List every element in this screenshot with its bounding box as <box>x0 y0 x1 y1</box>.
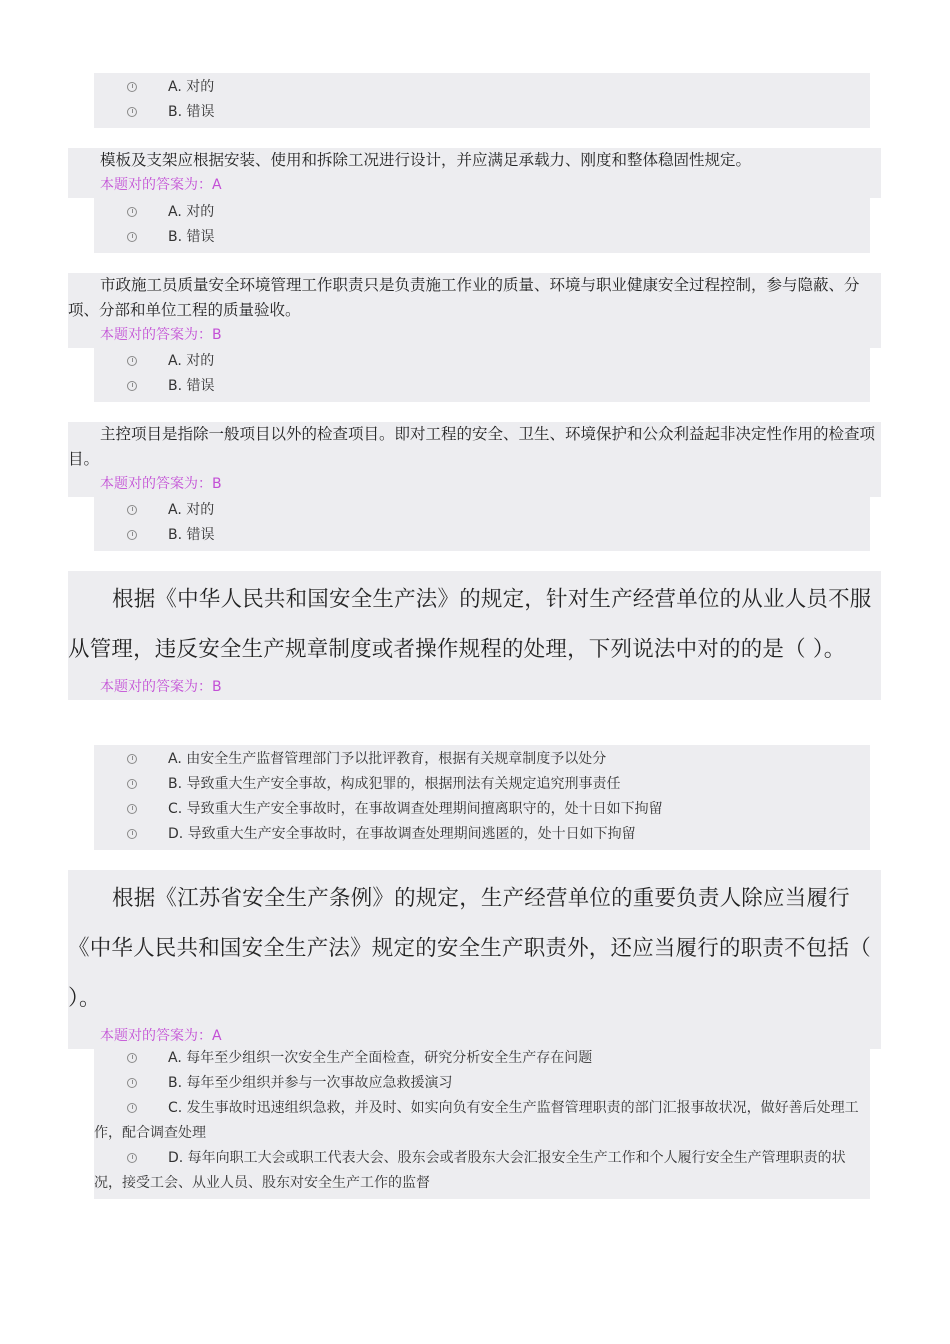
option-b[interactable]: B. 错误 <box>94 100 870 125</box>
correct-answer: 本题对的答案为：A <box>100 1028 222 1044</box>
options-list <box>94 198 870 253</box>
question-block <box>68 148 881 198</box>
option-d[interactable]: D. 每年向职工大会或职工代表大会、股东会或者股东大会汇报安全生产工作和个人履行安全生产管理职责的状况，接受工会、从业人员、股东对安全生产工作的监督 <box>94 1150 846 1191</box>
option-a[interactable]: A. 每年至少组织一次安全生产全面检查，研究分析安全生产存在问题 <box>94 1046 870 1071</box>
options-list <box>94 347 870 402</box>
radio-icon[interactable] <box>127 1053 137 1063</box>
radio-icon[interactable] <box>127 356 137 366</box>
question-text: 模板及支架应根据安装、使用和拆除工况进行设计，并应满足承载力、刚度和整体稳固性规定。 <box>100 151 752 169</box>
question-block <box>68 571 881 700</box>
option-b[interactable]: B. 导致重大生产安全事故，构成犯罪的，根据刑法有关规定追究刑事责任 <box>94 772 870 797</box>
radio-icon[interactable] <box>127 1103 137 1113</box>
option-c[interactable]: C. 导致重大生产安全事故时，在事故调查处理期间擅离职守的，处十日如下拘留 <box>94 797 870 822</box>
radio-icon[interactable] <box>127 381 137 391</box>
question-block <box>68 273 881 348</box>
option-a[interactable]: A. 由安全生产监督管理部门予以批评教育，根据有关规章制度予以处分 <box>94 747 870 772</box>
radio-icon[interactable] <box>127 207 137 217</box>
option-c[interactable]: C. 发生事故时迅速组织急救，并及时、如实向负有安全生产监督管理职责的部门汇报事故状况，做好善后处理工作，配合调查处理 <box>94 1100 859 1141</box>
option-a[interactable]: A. 对的 <box>94 200 870 225</box>
correct-answer: 本题对的答案为：B <box>100 327 222 343</box>
radio-icon[interactable] <box>127 530 137 540</box>
option-b[interactable]: B. 错误 <box>94 523 870 548</box>
options-list <box>94 1044 870 1199</box>
question-text: 市政施工员质量安全环境管理工作职责只是负责施工作业的质量、环境与职业健康安全过程控制，参与隐蔽、分项、分部和单位工程的质量验收。 <box>68 276 860 319</box>
radio-icon[interactable] <box>127 804 137 814</box>
question-block <box>68 422 881 497</box>
radio-icon[interactable] <box>127 82 137 92</box>
radio-icon[interactable] <box>127 754 137 764</box>
option-b[interactable]: B. 每年至少组织并参与一次事故应急救援演习 <box>94 1071 870 1096</box>
question-text: 根据《中华人民共和国安全生产法》的规定，针对生产经营单位的从业人员不服从管理，违反安全生产规章制度或者操作规程的处理，下列说法中对的的是（ ）。 <box>68 587 872 662</box>
correct-answer: 本题对的答案为：A <box>100 177 222 193</box>
radio-icon[interactable] <box>127 1153 137 1163</box>
option-b[interactable]: B. 错误 <box>94 225 870 250</box>
correct-answer: 本题对的答案为：B <box>100 476 222 492</box>
radio-icon[interactable] <box>127 779 137 789</box>
radio-icon[interactable] <box>127 505 137 515</box>
option-d[interactable]: D. 导致重大生产安全事故时，在事故调查处理期间逃匿的，处十日如下拘留 <box>94 822 870 847</box>
question-block <box>68 870 881 1049</box>
options-list <box>94 745 870 850</box>
option-a[interactable]: A. 对的 <box>94 75 870 100</box>
radio-icon[interactable] <box>127 829 137 839</box>
radio-icon[interactable] <box>127 232 137 242</box>
options-list <box>94 496 870 551</box>
options-list <box>94 73 870 128</box>
radio-icon[interactable] <box>127 107 137 117</box>
option-a[interactable]: A. 对的 <box>94 349 870 374</box>
radio-icon[interactable] <box>127 1078 137 1088</box>
option-a[interactable]: A. 对的 <box>94 498 870 523</box>
question-text: 主控项目是指除一般项目以外的检查项目。即对工程的安全、卫生、环境保护和公众利益起非决定性作用的检查项目。 <box>68 425 876 468</box>
correct-answer: 本题对的答案为：B <box>100 679 222 695</box>
option-b[interactable]: B. 错误 <box>94 374 870 399</box>
question-text: 根据《江苏省安全生产条例》的规定，生产经营单位的重要负责人除应当履行《中华人民共和国安全生产法》规定的安全生产职责外，还应当履行的职责不包括（ ）。 <box>68 886 871 1011</box>
